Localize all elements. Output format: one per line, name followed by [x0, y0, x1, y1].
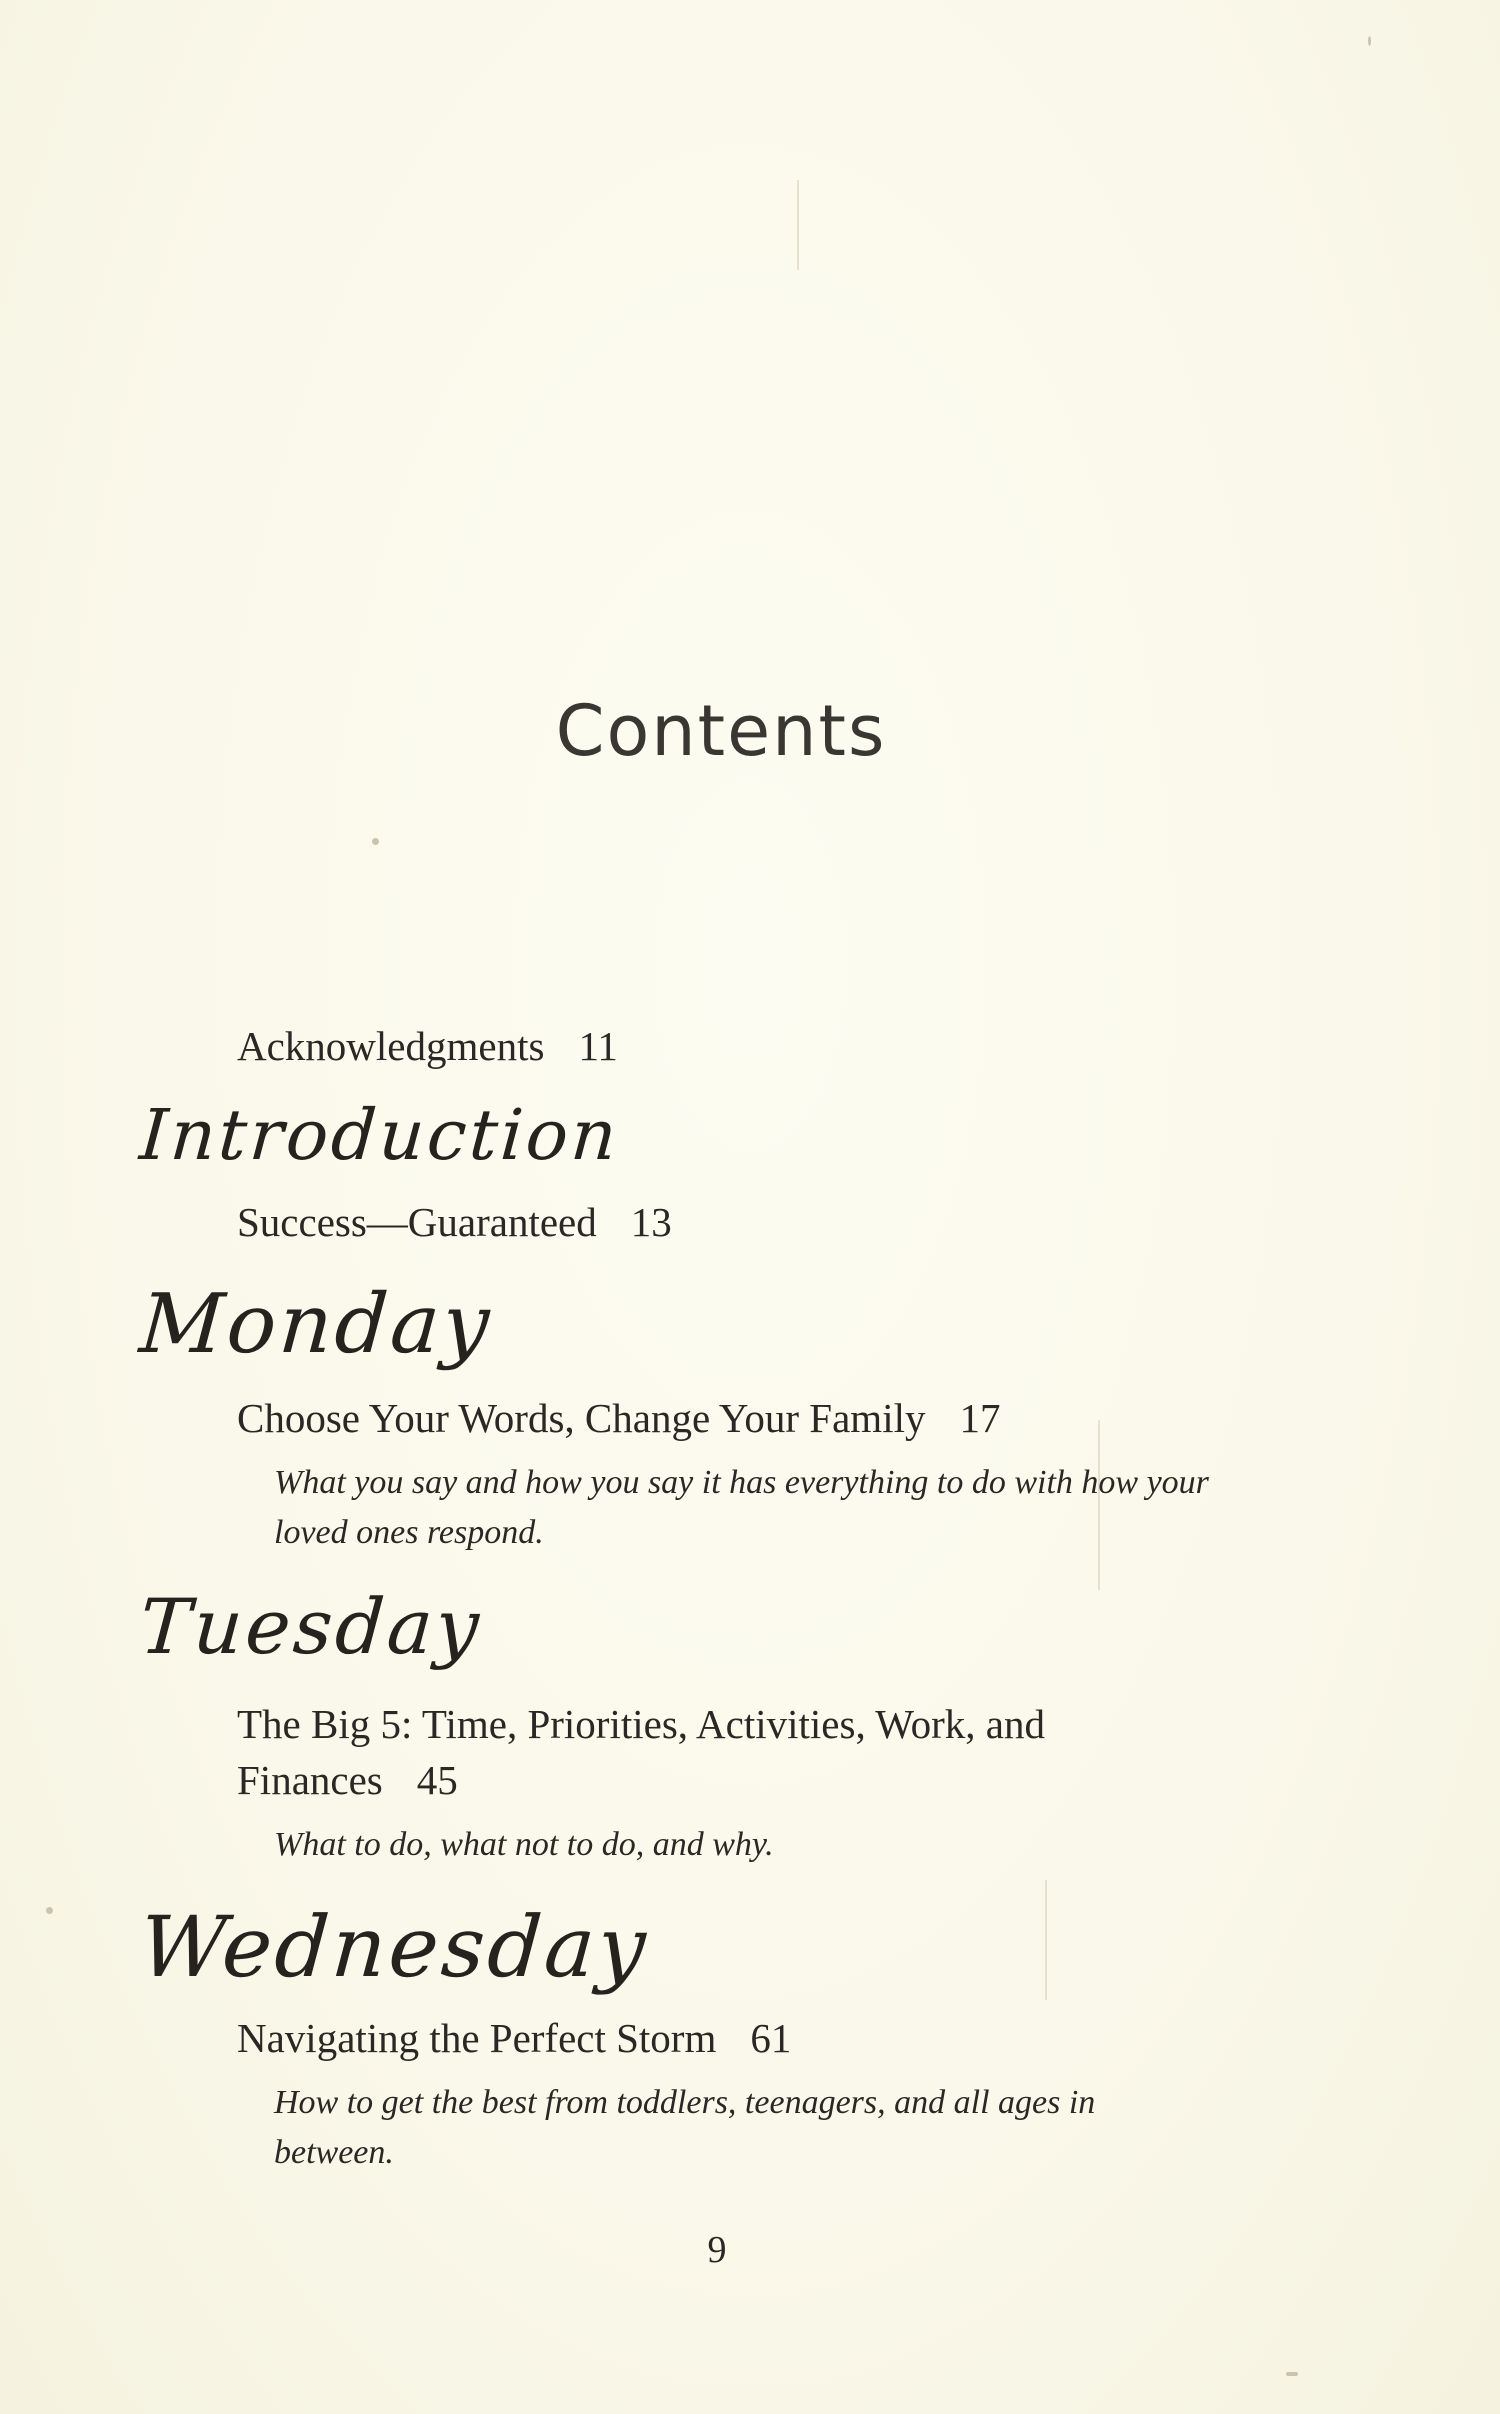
toc-entry-description: What you say and how you say it has everything to do with how your loved ones respond.: [274, 1464, 1209, 1551]
section-heading-monday: Monday: [136, 1277, 496, 1372]
toc-entry-title: Finances: [237, 1757, 383, 1803]
toc-entry-title: Navigating the Perfect Storm: [237, 2015, 717, 2061]
contents-title: Contents: [555, 690, 887, 772]
page-number: 9: [707, 2229, 727, 2271]
section-heading-tuesday: Tuesday: [136, 1582, 485, 1671]
toc-entry-page: 13: [630, 1199, 672, 1245]
paper-speck: [1286, 2372, 1298, 2376]
section-heading-introduction: Introduction: [137, 1094, 623, 1176]
paper-mark: [1045, 1880, 1047, 2000]
toc-entry-title: Choose Your Words, Change Your Family: [237, 1395, 926, 1441]
toc-entry-page: 11: [578, 1023, 618, 1069]
toc-entry-perfect-storm[interactable]: [237, 2010, 791, 2066]
toc-entry-page: 45: [416, 1757, 458, 1803]
toc-entry-page: 17: [959, 1395, 1001, 1441]
toc-entry-success[interactable]: [237, 1194, 672, 1250]
paper-speck: [372, 838, 379, 845]
toc-entry-title: Acknowledgments: [237, 1023, 545, 1069]
paper-speck: [46, 1907, 53, 1914]
toc-entry-title: Success—Guaranteed: [237, 1199, 597, 1245]
toc-entry-big-5-continued[interactable]: [237, 1752, 458, 1808]
section-heading-wednesday: Wednesday: [136, 1898, 652, 1996]
paper-speck: [1368, 36, 1371, 46]
toc-entry-description: What to do, what not to do, and why.: [274, 1826, 774, 1863]
toc-entry-choose-your-words[interactable]: [237, 1390, 1000, 1446]
toc-entry-big-5[interactable]: [237, 1696, 1045, 1752]
toc-entry-description: How to get the best from toddlers, teenagers, and all ages in between.: [274, 2084, 1096, 2171]
toc-entry-page: 61: [750, 2015, 792, 2061]
toc-entry-title: The Big 5: Time, Priorities, Activities, Work, and: [237, 1701, 1045, 1747]
toc-entry-acknowledgments[interactable]: [237, 1018, 618, 1074]
paper-mark: [797, 180, 799, 270]
